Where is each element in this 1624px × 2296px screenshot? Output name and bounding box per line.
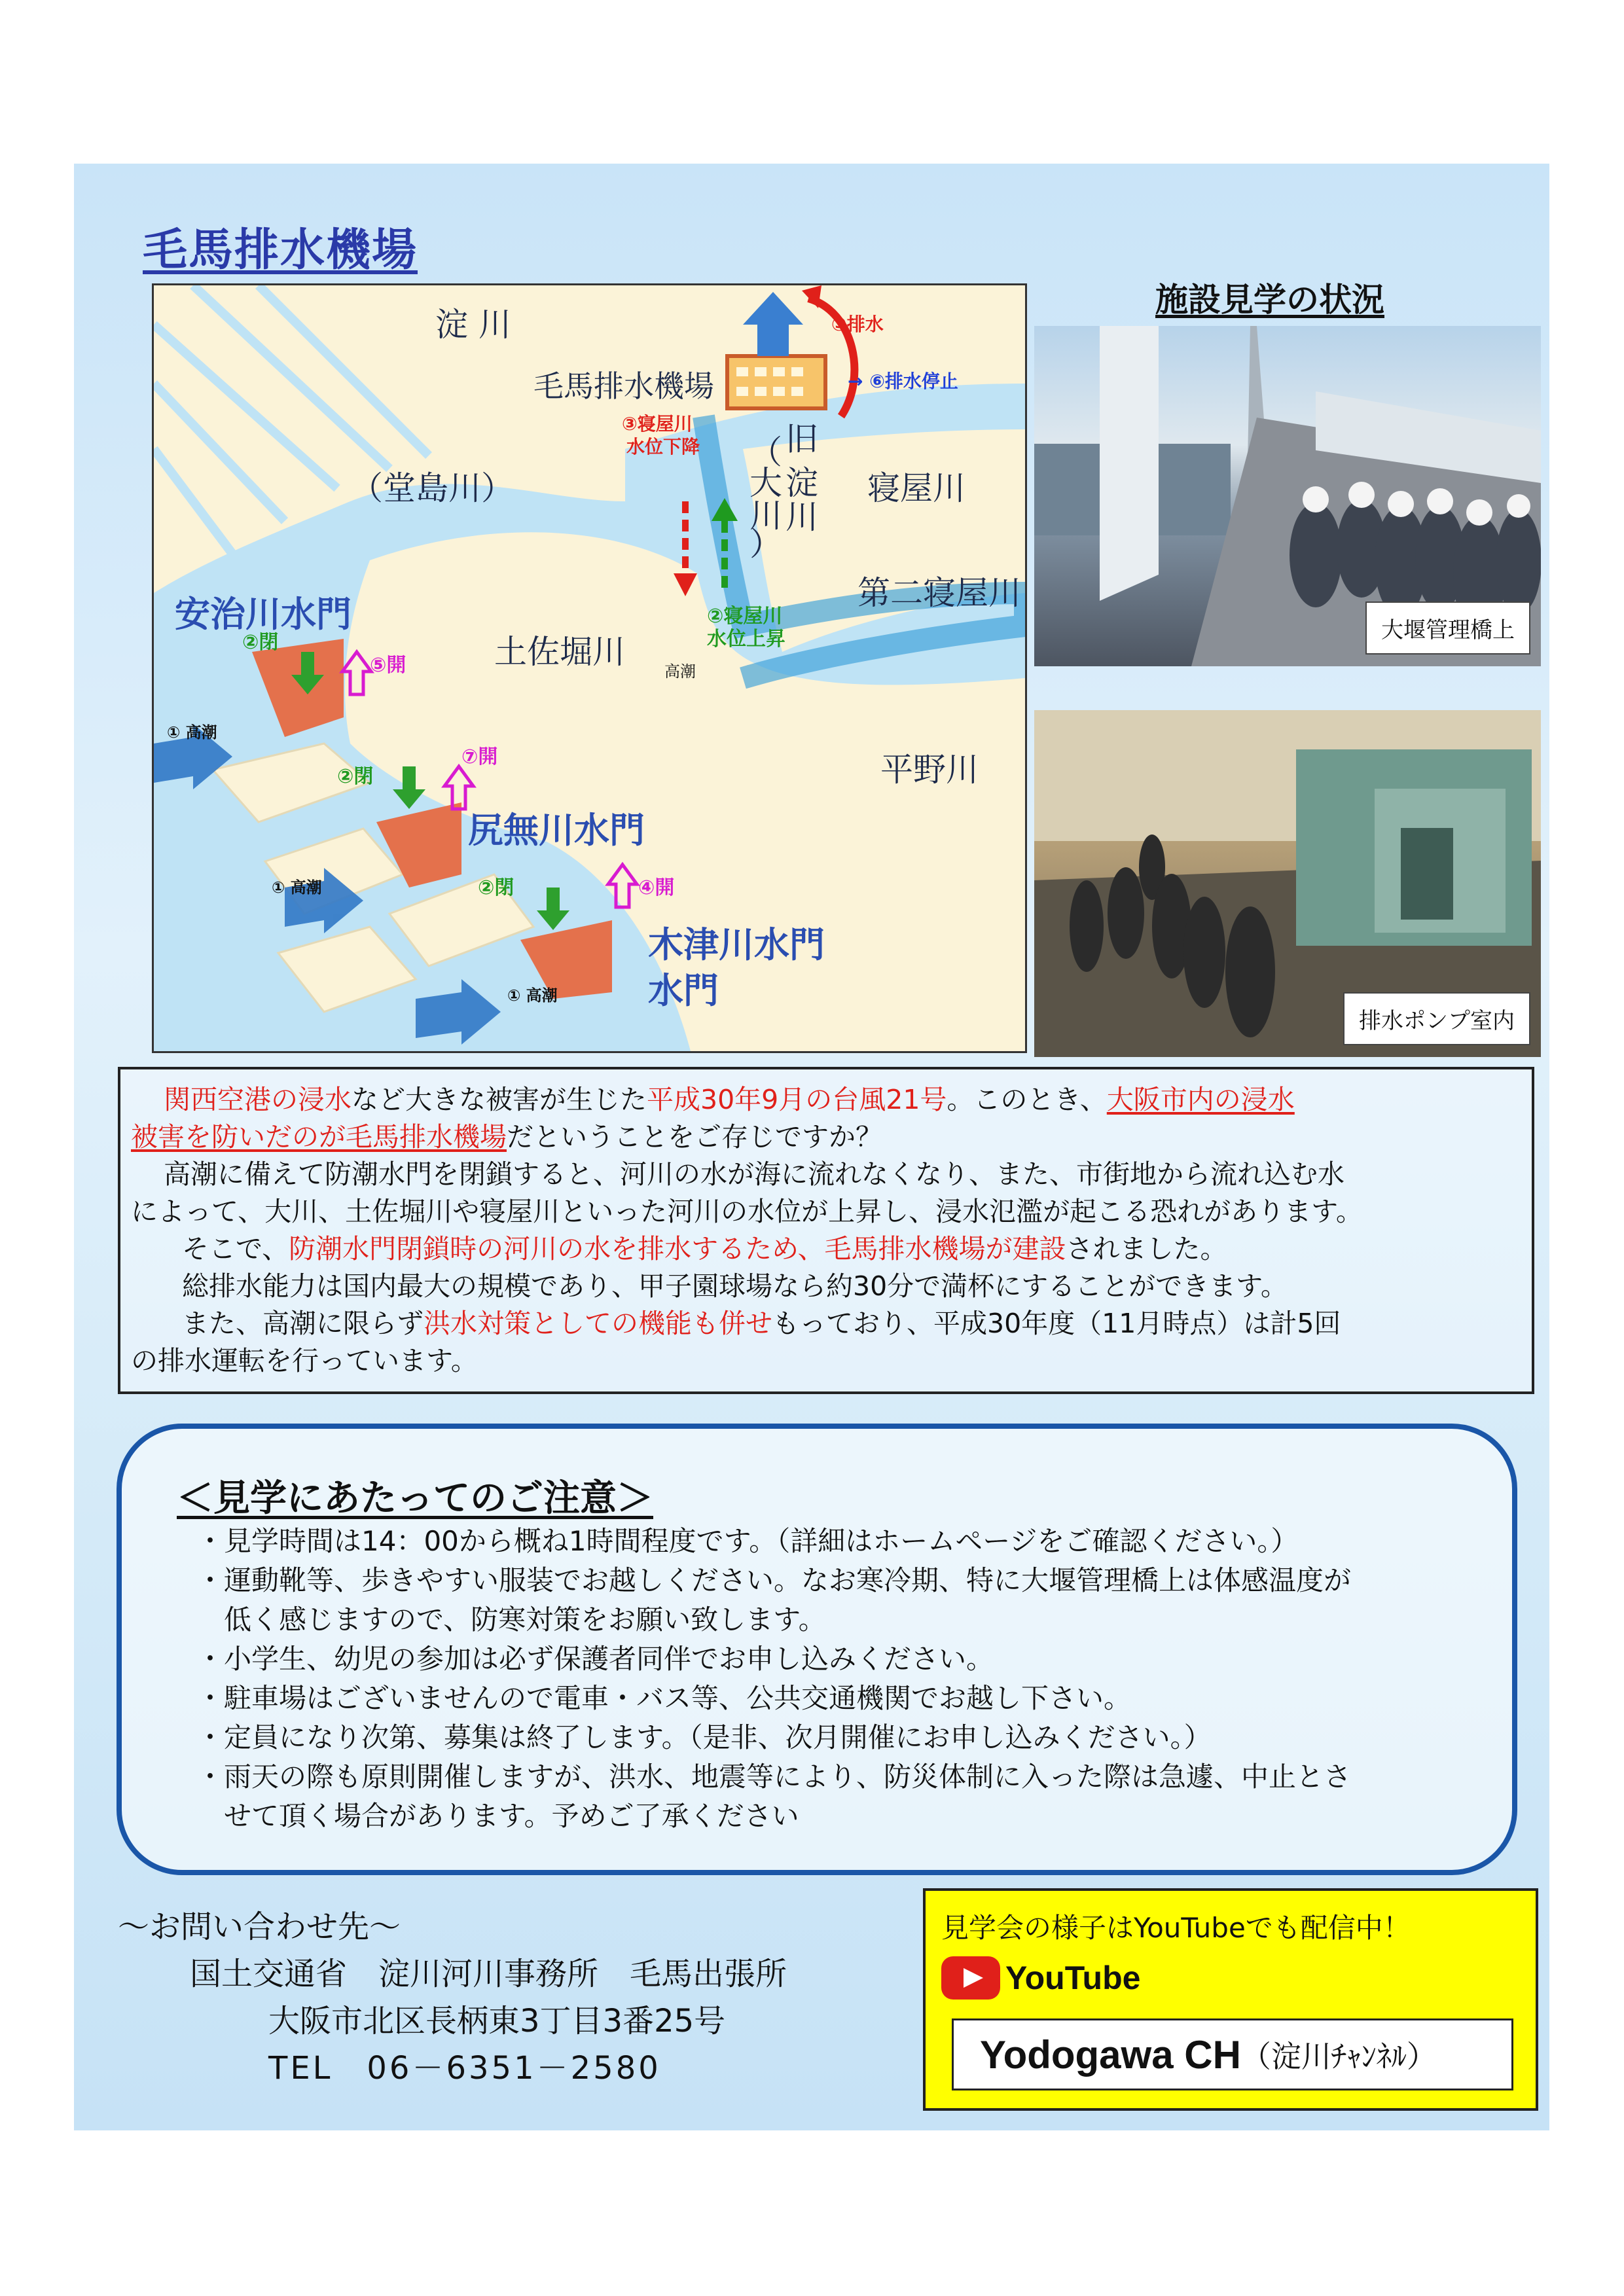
notice-item: ・見学時間は14：00から概ね1時間程度です。（詳細はホームページをご確認ください。）	[196, 1525, 1299, 1557]
label-kyu-yodo-2: 淀	[785, 464, 818, 502]
photo-bridge	[1034, 326, 1541, 666]
tide-label-center: 高潮	[664, 662, 696, 681]
step-open-shirinashi: ⑦開	[461, 745, 498, 768]
notice-list	[196, 1522, 1479, 1836]
tide-label-1: ① 高潮	[167, 723, 217, 742]
notice-item: ・小学生、幼児の参加は必ず保護者同伴でお申し込みください。	[196, 1643, 994, 1675]
label-okawa-3: 川	[749, 497, 782, 535]
step-drain: ③排水	[831, 314, 884, 335]
label-dojima: （堂島川）	[350, 469, 514, 507]
label-tosaborigawa: 土佐堀川	[494, 633, 625, 671]
info-line-7	[131, 1305, 1521, 1342]
step-open-kizugawa: ④開	[638, 876, 675, 899]
youtube-box	[923, 1888, 1538, 2111]
youtube-logo	[941, 1955, 1140, 2001]
info-line-5	[131, 1230, 1521, 1268]
notice-item: せて頂く場合があります。予めご了承ください	[196, 1800, 799, 1832]
label-facility: 毛馬排水機場	[533, 368, 714, 404]
info-typhoon: 平成30年9月の台風21号	[647, 1084, 947, 1115]
notice-item: ・駐車場はございませんので電車・バス等、公共交通機関でお越し下さい。	[196, 1682, 1132, 1714]
channel-name-jp: （淀川ﾁｬﾝﾈﾙ）	[1240, 2039, 1437, 2074]
tide-label-2: ① 高潮	[272, 878, 322, 897]
info-line-4: によって、大川、土佐堀川や寝屋川といった河川の水位が上昇し、浸水氾濫が起こる恐れがあります。	[131, 1196, 1363, 1227]
label-daini-neyagawa: 第二寝屋川	[857, 574, 1021, 612]
step-neya-up-2: 水位上昇	[707, 628, 785, 651]
info-text: 。このとき、	[947, 1084, 1107, 1115]
notice-item: 低く感じますので、防寒対策をお願い致します。	[196, 1604, 826, 1636]
info-text: されました。	[1066, 1233, 1227, 1265]
step-drain-stop: → ⑥排水停止	[848, 370, 958, 392]
info-prevented: 被害を防いだのが毛馬排水機場	[131, 1121, 507, 1153]
description-box	[118, 1067, 1534, 1394]
contact-organization: 国土交通省 淀川河川事務所 毛馬出張所	[190, 1956, 787, 1992]
label-yodogawa: 淀 川	[435, 306, 511, 344]
facility-map	[152, 283, 1027, 1053]
photo-pump-caption: 排水ポンプ室内	[1343, 992, 1530, 1045]
facility-building	[727, 356, 825, 408]
page-title: 毛馬排水機場	[143, 224, 418, 276]
step-close-kizugawa: ②閉	[478, 876, 514, 899]
tide-label-3: ① 高潮	[507, 986, 558, 1005]
label-neyagawa: 寝屋川	[867, 469, 965, 507]
photo-pump-room	[1034, 710, 1541, 1057]
label-kyu-yodo-3: 川	[785, 498, 818, 536]
label-okawa-1: （	[749, 433, 782, 471]
label-okawa-2: 大	[749, 464, 782, 502]
info-line-6: 総排水能力は国内最大の規模であり、甲子園球場なら約30分で満杯にすることができます。	[182, 1270, 1288, 1302]
info-osaka-flood: 大阪市内の浸水	[1106, 1084, 1295, 1115]
info-text: だということをご存じですか？	[507, 1121, 882, 1153]
youtube-wordmark: YouTube	[1005, 1960, 1141, 1996]
notice-title: ＜見学にあたってのご注意＞	[177, 1477, 653, 1520]
label-ajikawa-gate: 安治川水門	[175, 594, 352, 635]
info-flood-control: 洪水対策としての機能も併せ	[424, 1308, 772, 1339]
info-line-1	[131, 1081, 1521, 1119]
info-text: など大きな被害が生じた	[352, 1084, 647, 1115]
step-close-ajikawa: ②閉	[242, 631, 279, 654]
label-kizugawa-gate-1: 木津川水門	[648, 924, 825, 965]
info-line-3: 高潮に備えて防潮水門を閉鎖すると、河川の水が海に流れなくなり、また、市街地から流れ込む水	[164, 1158, 1344, 1190]
info-line-8: の排水運転を行っています。	[131, 1345, 478, 1376]
step-close-shirinashi: ②閉	[337, 765, 374, 788]
label-okawa-4: ）	[749, 525, 782, 563]
info-text: そこで、	[182, 1233, 289, 1265]
youtube-play-icon	[941, 1956, 1000, 2000]
label-kizugawa-gate-2: 水門	[648, 970, 719, 1011]
info-construction: 防潮水門閉鎖時の河川の水を排水するため、毛馬排水機場が建設	[289, 1233, 1066, 1265]
info-text: また、高潮に限らず	[182, 1308, 424, 1339]
notice-item: ・運動靴等、歩きやすい服装でお越しください。なお寒冷期、特に大堰管理橋上は体感温度が	[196, 1564, 1352, 1596]
info-line-2	[131, 1119, 1521, 1156]
step-neya-down-1: ③寝屋川	[622, 413, 693, 435]
info-kansai-flood: 関西空港の浸水	[164, 1084, 352, 1115]
label-hiranogawa: 平野川	[880, 751, 979, 789]
step-open-ajikawa: ⑤開	[370, 654, 406, 677]
info-text: もっており、平成30年度（11月時点）は計5回	[772, 1308, 1341, 1339]
notice-item: ・定員になり次第、募集は終了します。（是非、次月開催にお申し込みください。）	[196, 1721, 1212, 1753]
label-shirinashi-gate: 尻無川水門	[468, 810, 645, 851]
youtube-headline: 見学会の様子はYouTubeでも配信中！	[941, 1912, 1411, 1944]
contact-heading: ～お問い合わせ先～	[118, 1909, 401, 1945]
photo-bridge-caption: 大堰管理橋上	[1365, 601, 1530, 655]
step-neya-down-2: 水位下降	[626, 436, 700, 457]
contact-phone: TEL 06－6351－2580	[268, 2050, 661, 2087]
contact-address: 大阪市北区長柄東3丁目3番25号	[268, 2003, 726, 2039]
photos-section-title: 施設見学の状況	[1155, 281, 1384, 319]
notice-item: ・雨天の際も原則開催しますが、洪水、地震等により、防災体制に入った際は急遽、中止とさ	[196, 1761, 1352, 1793]
step-neya-up-1: ②寝屋川	[707, 605, 783, 628]
channel-name-en: Yodogawa CH	[980, 2032, 1241, 2077]
contact-block	[118, 1903, 787, 2092]
label-kyu-yodo-1: 旧	[785, 420, 818, 458]
youtube-channel-name	[952, 2018, 1513, 2090]
